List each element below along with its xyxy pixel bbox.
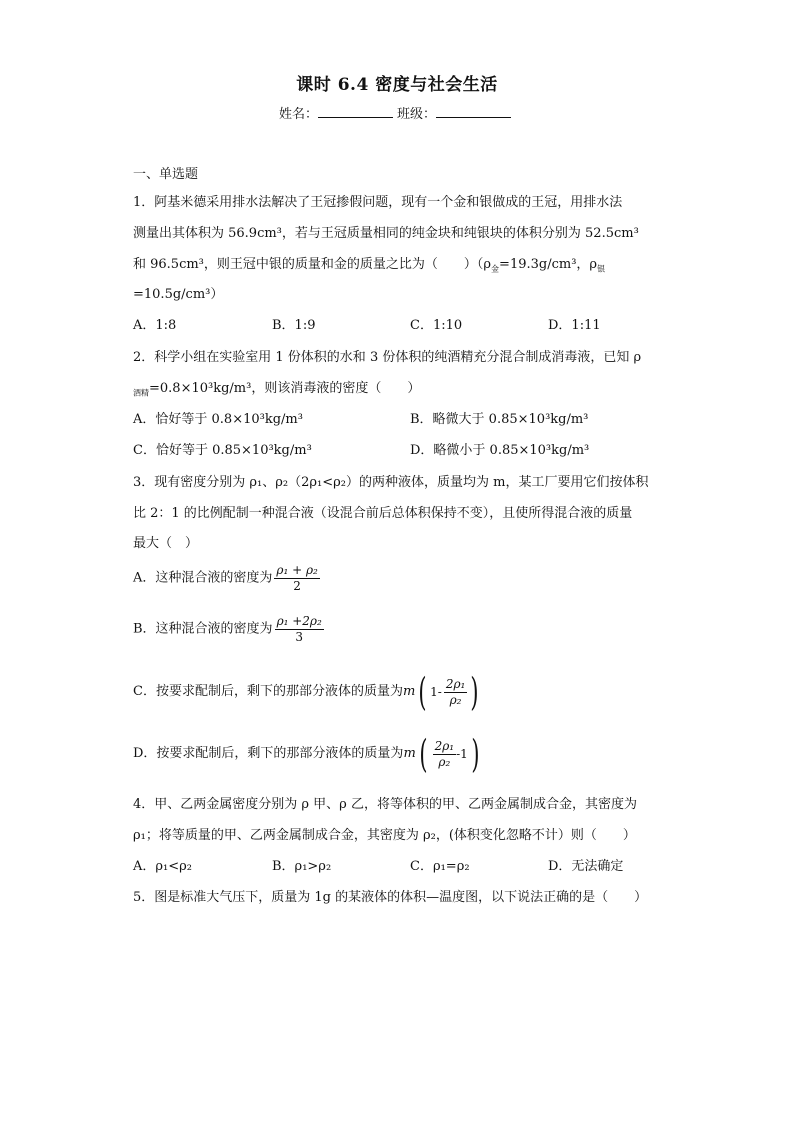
q5-line-1: 5．图是标准大气压下，质量为 1g 的某液体的体积—温度图，以下说法正确的是（ ） — [133, 890, 648, 905]
q3-option-b-fraction — [275, 614, 324, 645]
q3-option-a-denominator: 2 — [293, 579, 301, 593]
q3-option-c-text: C．按要求配制后，剩下的那部分液体的质量为 — [133, 684, 403, 699]
q1-line-3b: =19.3g/cm³，ρ — [499, 257, 598, 272]
q3-option-d-mass: m — [403, 746, 416, 761]
q3-option-c-numerator: 2ρ₁ — [445, 676, 466, 691]
q3-option-d-suffix: -1 — [456, 747, 468, 761]
q2-option-d[interactable]: D．略微小于 0.85×10³kg/m³ — [410, 443, 590, 458]
q3-option-d-left-paren: ( — [419, 732, 428, 776]
q1-option-d[interactable]: D．1:11 — [548, 318, 601, 333]
q2-line-2-text: =0.8×10³kg/m³，则该消毒液的密度（ ） — [149, 381, 421, 396]
q2-line-1: 2．科学小组在实验室用 1 份体积的水和 3 份体积的纯酒精充分混合制成消毒液，已知 ρ — [133, 350, 642, 365]
q3-option-c-prefix: 1- — [430, 685, 442, 699]
q2-option-b[interactable]: B．略微大于 0.85×10³kg/m³ — [410, 412, 589, 427]
student-info — [0, 103, 794, 122]
q3-option-d-denominator: ρ₂ — [438, 754, 451, 769]
q4-option-c[interactable]: C．ρ₁=ρ₂ — [410, 859, 470, 874]
q2-option-a[interactable]: A．恰好等于 0.8×10³kg/m³ — [133, 412, 303, 427]
name-label: 姓名： — [278, 107, 318, 122]
q3-option-a-text: A．这种混合液的密度为 — [133, 570, 273, 586]
section-heading: 一、单选题 — [133, 167, 199, 182]
q4-option-b[interactable]: B．ρ₁>ρ₂ — [272, 859, 332, 874]
q1-gold-sub: 金 — [491, 264, 500, 274]
q3-option-c-right-paren: ) — [470, 670, 479, 714]
q1-silver-sub: 银 — [597, 264, 606, 274]
q1-line-1: 1．阿基米德采用排水法解决了王冠掺假问题，现有一个金和银做成的王冠，用排水法 — [133, 195, 623, 210]
q3-option-d-numerator: 2ρ₁ — [434, 738, 455, 753]
name-blank[interactable] — [318, 104, 393, 118]
q3-option-a[interactable] — [133, 563, 320, 594]
q1-option-a[interactable]: A．1:8 — [133, 318, 177, 333]
q1-line-3a: 和 96.5cm³，则王冠中银的质量和金的质量之比为（ ）（ρ — [133, 257, 492, 272]
q3-option-a-fraction — [274, 563, 319, 594]
q3-option-b[interactable] — [133, 614, 324, 645]
q3-option-b-denominator: 3 — [295, 630, 303, 644]
q3-line-3: 最大（ ） — [133, 536, 199, 551]
q3-option-c[interactable] — [133, 670, 482, 714]
q1-option-b[interactable]: B．1:9 — [272, 318, 316, 333]
q3-option-d-fraction — [433, 739, 457, 770]
q3-option-a-numerator: ρ₁ + ρ₂ — [276, 563, 318, 577]
q3-option-c-left-paren: ( — [418, 670, 427, 714]
q3-line-1: 3．现有密度分别为 ρ₁、ρ₂（2ρ₁<ρ₂）的两种液体，质量均为 m，某工厂要用它们按体积 — [133, 475, 649, 490]
q3-line-2: 比 2：1 的比例配制一种混合液（设混合前后总体积保持不变），且使所得混合液的质量 — [133, 506, 633, 521]
q3-option-d[interactable] — [133, 732, 483, 776]
q3-option-d-text: D．按要求配制后，剩下的那部分液体的质量为 — [133, 746, 404, 761]
q3-option-d-right-paren: ) — [471, 732, 480, 776]
q3-option-c-mass: m — [402, 684, 416, 699]
class-label: 班级： — [397, 107, 437, 122]
q3-option-b-text: B．这种混合液的密度为 — [133, 621, 273, 637]
q1-line-3 — [133, 257, 605, 273]
q3-option-c-fraction — [444, 677, 468, 708]
q2-option-c[interactable]: C．恰好等于 0.85×10³kg/m³ — [133, 443, 312, 458]
q1-line-2: 测量出其体积为 56.9cm³，若与王冠质量相同的纯金块和纯银块的体积分别为 52.5cm³ — [133, 226, 639, 241]
q1-option-c[interactable]: C．1:10 — [410, 318, 463, 333]
q4-option-a[interactable]: A．ρ₁<ρ₂ — [133, 859, 192, 874]
q1-line-4: =10.5g/cm³） — [133, 287, 224, 302]
q2-alcohol-sub: 酒精 — [133, 388, 149, 398]
q4-line-2: ρ₁；将等质量的甲、乙两金属制成合金，其密度为 ρ₂，(体积变化忽略不计）则（ ） — [133, 828, 636, 843]
page-title: 课时 6.4 密度与社会生活 — [296, 75, 498, 95]
q3-option-c-denominator: ρ₂ — [449, 692, 462, 707]
q4-option-d[interactable]: D．无法确定 — [548, 859, 624, 874]
q2-line-2 — [133, 381, 420, 397]
q4-line-1: 4．甲、乙两金属密度分别为 ρ 甲、ρ 乙，将等体积的甲、乙两金属制成合金，其密度为 — [133, 797, 637, 812]
q3-option-b-numerator: ρ₁ +2ρ₂ — [276, 614, 322, 628]
class-blank[interactable] — [436, 104, 511, 118]
